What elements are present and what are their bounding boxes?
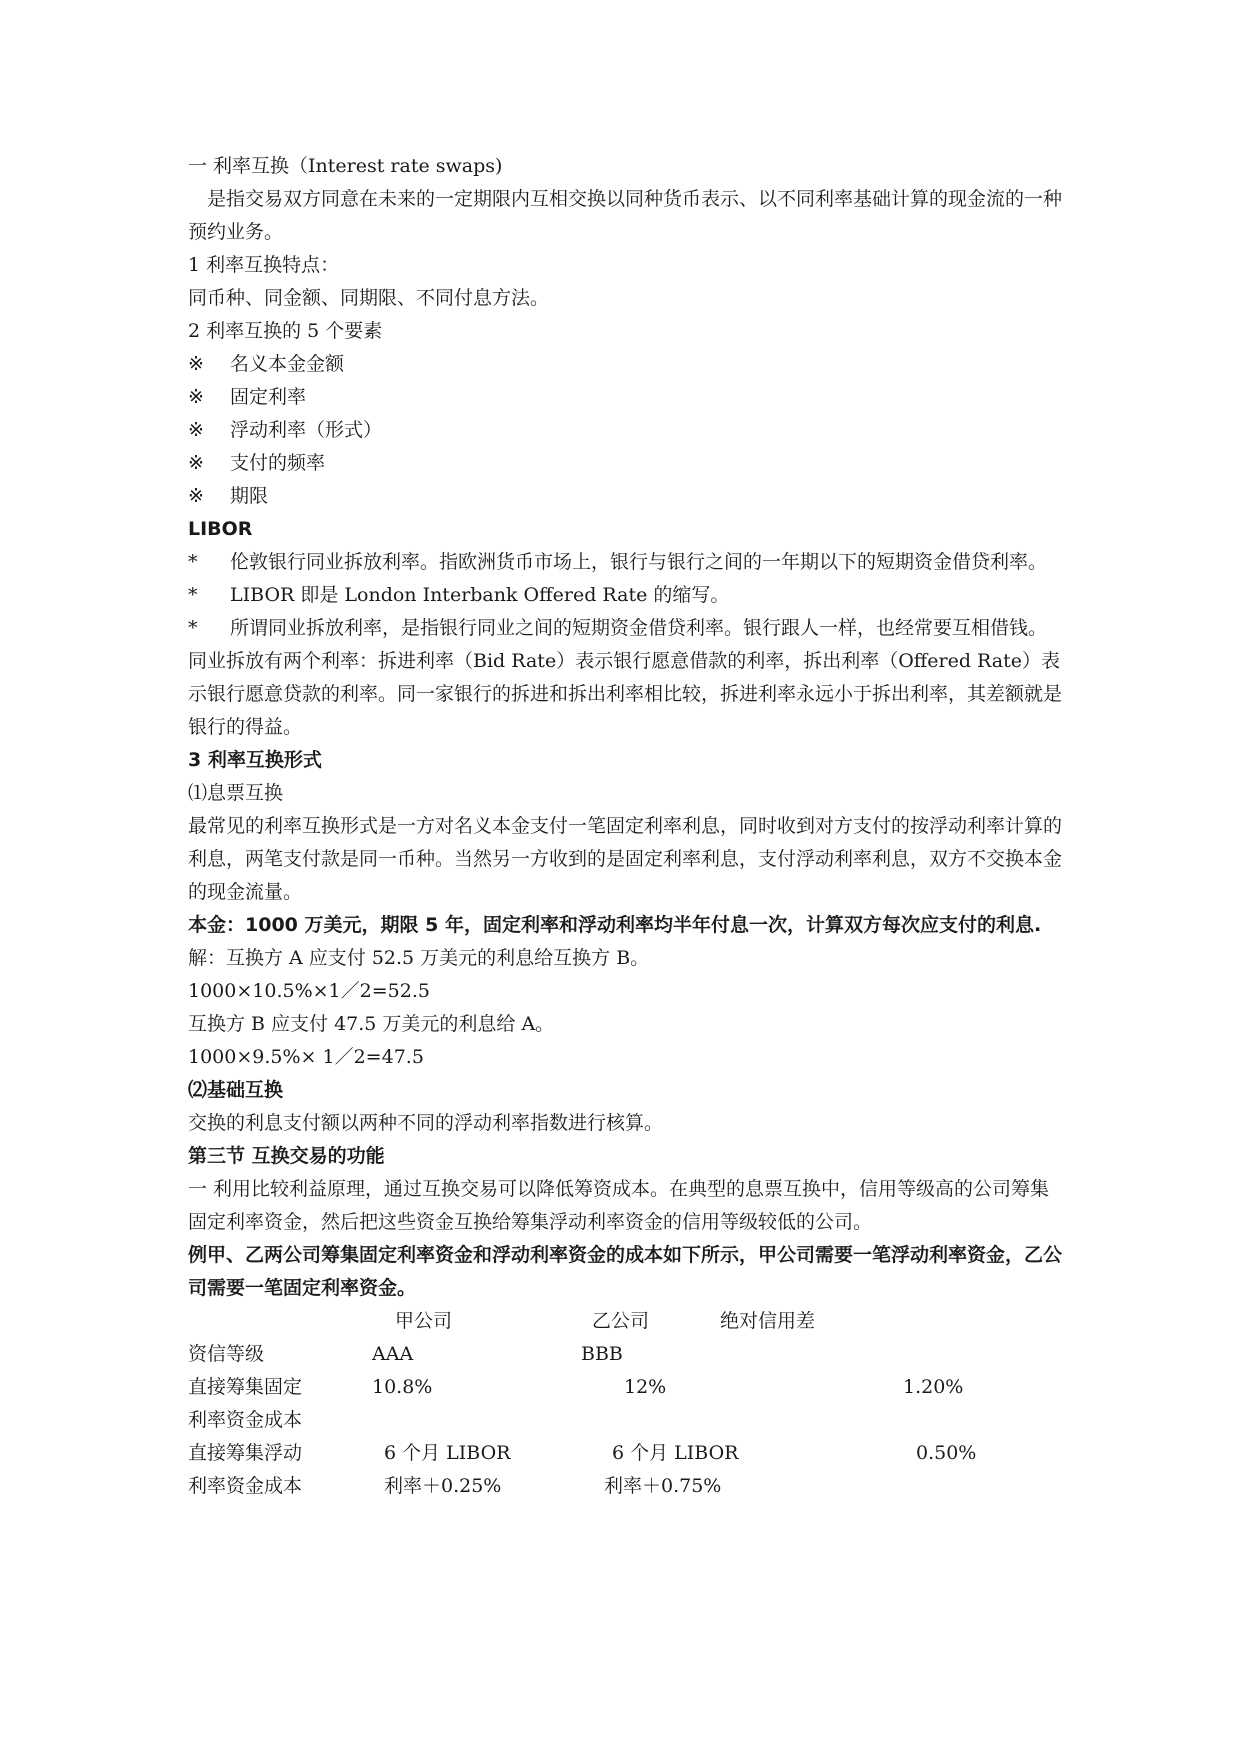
basis-swap-title: ⑵基础互换: [188, 1079, 284, 1101]
solution-line: 互换方 B 应支付 47.5 万美元的利息给 A。: [188, 1013, 555, 1035]
element-item: [188, 447, 1064, 480]
table-row: [188, 1404, 1064, 1437]
element-item: [188, 480, 1064, 513]
solution-line: 1000×9.5%× 1／2=47.5: [188, 1046, 424, 1068]
bullet-mark: *: [188, 551, 198, 573]
libor-bullet-text: 所谓同业拆放利率，是指银行同业之间的短期资金借贷利率。银行跟人一样，也经常要互相借钱。同业拆放有两个利率：拆进利率（Bid Rate）表示银行愿意借款的利率，拆出利率（Offered Rate）表示银行愿意贷款的利率。同一家银行的拆进和拆出利率相比较，拆进利率永远小于拆出利率，其差额就是银行的得益。: [188, 617, 1063, 738]
comparison-table: [188, 1305, 1064, 1503]
reference-mark: ※: [188, 452, 204, 474]
section-title: 第三节 互换交易的功能: [188, 1145, 385, 1167]
table-row: [188, 1437, 1064, 1470]
element-label: 支付的频率: [230, 452, 326, 474]
table-cell: 6 个月 LIBOR: [384, 1442, 511, 1464]
table-cell: BBB: [581, 1343, 623, 1365]
table-header: 绝对信用差: [720, 1310, 816, 1332]
libor-bullet: [188, 612, 1064, 744]
table-cell: 12%: [624, 1376, 667, 1398]
swap-forms-title: 3 利率互换形式: [188, 749, 322, 771]
element-label: 名义本金金额: [230, 353, 345, 375]
table-cell: 10.8%: [372, 1376, 433, 1398]
element-item: [188, 381, 1064, 414]
heading-interest-rate-swaps: 一 利率互换（Interest rate swaps): [188, 155, 503, 177]
example-question: 本金：1000 万美元，期限 5 年，固定利率和浮动利率均半年付息一次，计算双方每次应支付的利息.: [188, 914, 1042, 936]
bullet-mark: *: [188, 617, 198, 639]
table-row: [188, 1371, 1064, 1404]
solution-line: 解：互换方 A 应支付 52.5 万美元的利息给互换方 B。: [188, 947, 650, 969]
element-item: [188, 414, 1064, 447]
table-cell: 1.20%: [903, 1376, 964, 1398]
bullet-mark: *: [188, 584, 198, 606]
row-label: 直接筹集固定: [188, 1376, 303, 1398]
row-label: 利率资金成本: [188, 1475, 303, 1497]
libor-bullet-text: 伦敦银行同业拆放利率。指欧洲货币市场上，银行与银行之间的一年期以下的短期资金借贷利率。: [230, 551, 1048, 573]
document-body: [188, 150, 1064, 1503]
table-header-row: [188, 1305, 1064, 1338]
elements-title: 2 利率互换的 5 个要素: [188, 320, 383, 342]
reference-mark: ※: [188, 485, 204, 507]
solution-line: 1000×10.5%×1／2=52.5: [188, 980, 430, 1002]
element-item: [188, 348, 1064, 381]
table-header: 乙公司: [592, 1310, 650, 1332]
row-label: 利率资金成本: [188, 1409, 303, 1431]
table-row: [188, 1338, 1064, 1371]
libor-bullet: [188, 546, 1064, 579]
row-label: 直接筹集浮动: [188, 1442, 303, 1464]
element-label: 固定利率: [230, 386, 307, 408]
reference-mark: ※: [188, 353, 204, 375]
libor-title: LIBOR: [188, 518, 253, 540]
function-paragraph: 一 利用比较利益原理，通过互换交易可以降低筹资成本。在典型的息票互换中，信用等级高的公司筹集固定利率资金，然后把这些资金互换给筹集浮动利率资金的信用等级较低的公司。: [188, 1178, 1050, 1233]
reference-mark: ※: [188, 419, 204, 441]
libor-bullet: [188, 579, 1064, 612]
row-label: 资信等级: [188, 1343, 265, 1365]
features-title: 1 利率互换特点：: [188, 254, 340, 276]
table-cell: 0.50%: [916, 1442, 977, 1464]
table-row: [188, 1470, 1064, 1503]
libor-bullet-text: LIBOR 即是 London Interbank Offered Rate 的缩写。: [230, 584, 730, 606]
features-text: 同币种、同金额、同期限、不同付息方法。: [188, 287, 550, 309]
element-label: 浮动利率（形式）: [230, 419, 383, 441]
definition-paragraph: 是指交易双方同意在未来的一定期限内互相交换以同种货币表示、以不同利率基础计算的现金流的一种预约业务。: [188, 188, 1063, 243]
table-cell: 利率＋0.25%: [384, 1475, 502, 1497]
coupon-swap-title: ⑴息票互换: [188, 782, 284, 804]
table-header: 甲公司: [395, 1310, 453, 1332]
table-cell: 6 个月 LIBOR: [612, 1442, 739, 1464]
table-cell: AAA: [372, 1343, 414, 1365]
basis-swap-text: 交换的利息支付额以两种不同的浮动利率指数进行核算。: [188, 1112, 664, 1134]
table-cell: 利率＋0.75%: [604, 1475, 722, 1497]
coupon-swap-paragraph: 最常见的利率互换形式是一方对名义本金支付一笔固定利率利息，同时收到对方支付的按浮动利率计算的利息，两笔支付款是同一币种。当然另一方收到的是固定利率利息，支付浮动利率利息，双方不交换本金的现金流量。: [188, 815, 1063, 903]
example-two: 例甲、乙两公司筹集固定利率资金和浮动利率资金的成本如下所示，甲公司需要一笔浮动利率资金，乙公司需要一笔固定利率资金。: [188, 1244, 1063, 1299]
reference-mark: ※: [188, 386, 204, 408]
element-label: 期限: [230, 485, 269, 507]
